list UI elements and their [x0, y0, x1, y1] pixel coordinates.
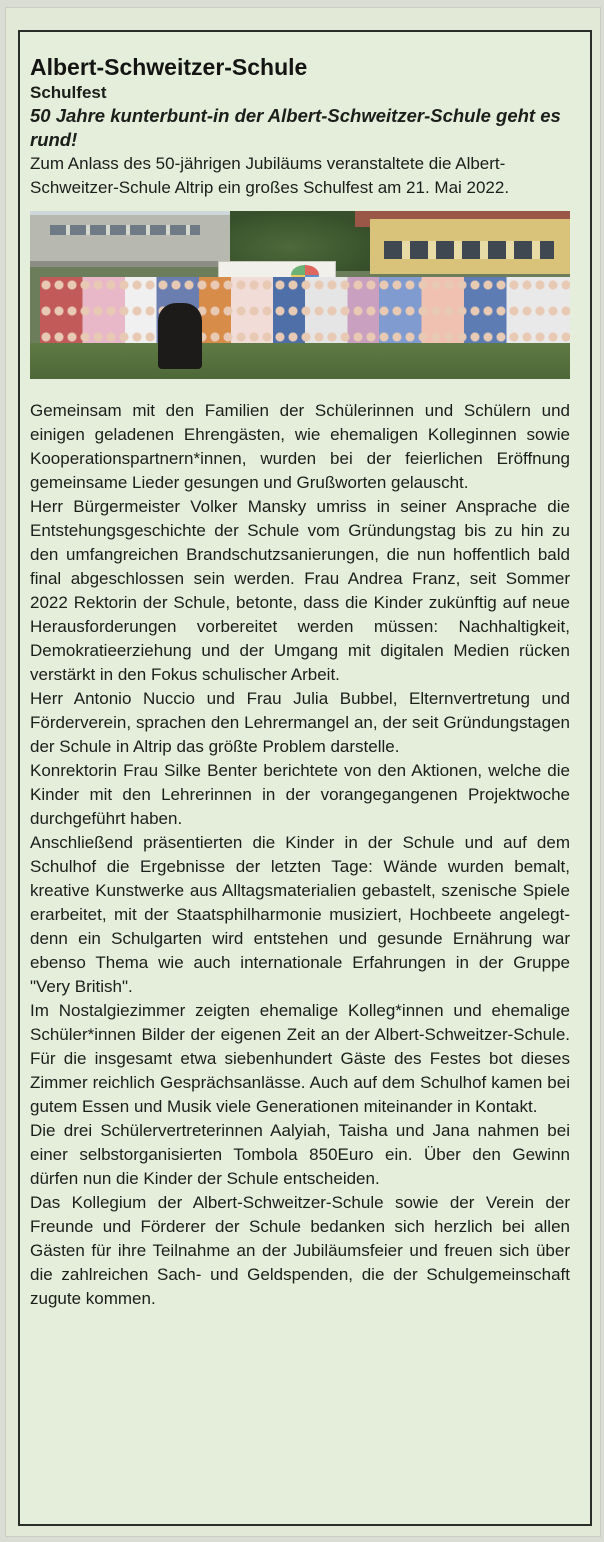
article-paragraph: Herr Antonio Nuccio und Frau Julia Bubbel, Elternvertretung und Förderverein, sprachen den Lehrermangel an, der seit Gründungstagen der Schule in Altrip das größte Problem darstelle. [30, 689, 570, 756]
article-paragraph: Die drei Schülervertreterinnen Aalyiah, Taisha und Jana nahmen bei einer selbstorganisierten Tombola 850Euro ein. Über den Gewinn dürfen nun die Kinder der Schule entscheiden. [30, 1121, 570, 1188]
article-paragraph: Gemeinsam mit den Familien der Schülerinnen und Schülern und einigen geladenen Ehrengästen, wie ehemaligen Kolleginnen sowie Kooperationspartnern*innen, wurden bei der feierlichen Eröffnung gemeinsame Lieder gesungen und Grußworten gelauscht. [30, 401, 570, 492]
photo-figure [158, 303, 202, 369]
article-paragraph: Herr Bürgermeister Volker Mansky umriss in seiner Ansprache die Entstehungsgeschichte der Schule vom Gründungstag bis zu hin zu den umfangreichen Brandschutzsanierungen, die nun hoffentlich bald final abgeschlossen sein werden. Frau Andrea Franz, seit Sommer 2022 Rektorin der Schule, betonte, dass die Kinder zukünftig auf neue Herausforderungen vorbereitet werden müssen: Nachhaltigkeit, Demokratieerziehung und der Umgang mit digitalen Medien rücken verstärkt in den Fokus schulischer Arbeit. [30, 497, 570, 684]
article-paragraph: Konrektorin Frau Silke Benter berichtete von den Aktionen, welche die Kinder mit den Lehrerinnen in der vorangegangenen Projektwoche durchgeführt haben. [30, 761, 570, 828]
article-paragraph: Anschließend präsentierten die Kinder in der Schule und auf dem Schulhof die Ergebnisse der letzten Tage: Wände wurden bemalt, kreative Kunstwerke aus Alltagsmaterialien gebastelt, szenische Spiele erarbeitet, mit der Staatsphilharmonie musiziert, Hochbeete angelegt-denn ein Schulgarten wird entstehen und gesunde Ernährung war ebenso Thema wie auch internationale Erfahrungen in der Gruppe "Very British". [30, 833, 570, 996]
school-name-title: Albert-Schweitzer-Schule [30, 54, 308, 80]
article-headline: 50 Jahre kunterbunt-in der Albert-Schweitzer-Schule geht es rund! [30, 105, 561, 150]
article-paragraph: Das Kollegium der Albert-Schweitzer-Schule sowie der Verein der Freunde und Förderer der Schule bedanken sich herzlich bei allen Gästen für ihre Teilnahme an der Jubiläumsfeier und freuen sich über die zahlreichen Sach- und Geldspenden, die der Schulgemeinschaft zugute kommen. [30, 1193, 570, 1308]
article-body [30, 399, 570, 1311]
article-intro: Zum Anlass des 50-jährigen Jubiläums veranstaltete die Albert-Schweitzer-Schule Altrip ein großes Schulfest am 21. Mai 2022. [30, 154, 510, 197]
photo-crowd [40, 277, 570, 347]
article-paragraph: Im Nostalgiezimmer zeigten ehemalige Kolleg*innen und ehemalige Schüler*innen Bilder der eigenen Zeit an der Albert-Schweitzer-Schule. Für die insgesamt etwa siebenhundert Gäste des Festes bot dieses Zimmer reichlich Gesprächsanlässe. Auch auf dem Schulhof kamen bei gutem Essen und Musik viele Generationen miteinander in Kontakt. [30, 1001, 570, 1116]
photo-building-right [370, 219, 570, 274]
photo-grass [30, 343, 570, 379]
section-title: Schulfest [30, 83, 107, 102]
school-crowd-photo [30, 211, 570, 379]
article [30, 52, 570, 1311]
photo-building-left [30, 215, 240, 267]
